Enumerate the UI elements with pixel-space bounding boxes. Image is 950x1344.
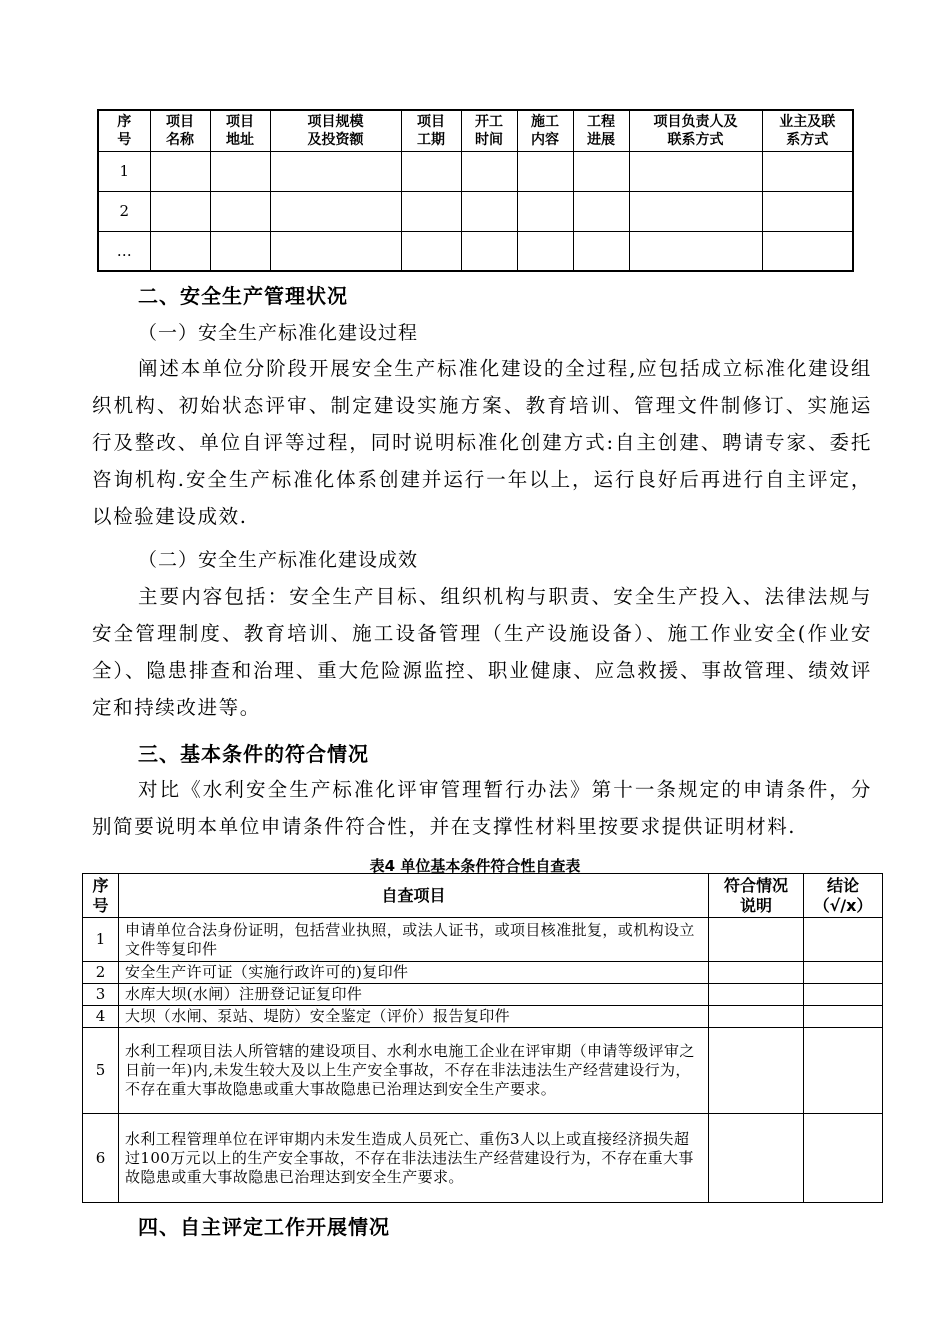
row-number: 2	[98, 191, 150, 231]
row-result	[804, 1114, 883, 1203]
row-number: 1	[83, 918, 119, 962]
row-item: 水利工程项目法人所管辖的建设项目、水利水电施工企业在评审期（申请等级评审之日前一年)内,未发生较大及以上生产安全事故，不存在非法违法生产经营建设行为，不存在重大事故隐患或重大事故隐患已治理达到安全生产要求。	[119, 1028, 709, 1114]
row-item: 申请单位合法身份证明，包括营业执照，或法人证书，或项目核准批复，或机构设立文件等复印件	[119, 918, 709, 962]
row-number: 4	[83, 1006, 119, 1028]
row-desc	[709, 1114, 804, 1203]
header-cell: 施工 内容	[517, 110, 573, 151]
section2-paragraph-1: 阐述本单位分阶段开展安全生产标准化建设的全过程,应包括成立标准化建设组织机构、初始状态评审、制定建设实施方案、教育培训、管理文件制修订、实施运行及整改、单位自评等过程，同时说明标准化创建方式:自主创建、聘请专家、委托咨询机构.安全生产标准化体系创建并运行一年以上，运行良好后再进行自主评定，以检验建设成效.	[92, 357, 872, 528]
header-item: 自查项目	[119, 874, 709, 918]
row-desc	[709, 984, 804, 1006]
row-number: 3	[83, 984, 119, 1006]
table-row	[98, 151, 853, 191]
table-row	[83, 1114, 883, 1203]
row-item: 安全生产许可证（实施行政许可的)复印件	[119, 962, 709, 984]
table4-caption: 表4 单位基本条件符合性自查表	[369, 857, 581, 875]
project-list-table	[97, 109, 854, 272]
section3-paragraph: 对比《水利安全生产标准化评审管理暂行办法》第十一条规定的申请条件，分别简要说明本单位申请条件符合性，并在支撑性材料里按要求提供证明材料.	[92, 778, 872, 838]
table-row	[83, 1028, 883, 1114]
table-header-row	[98, 110, 853, 151]
table-row	[83, 1006, 883, 1028]
header-cell: 项目 名称	[150, 110, 210, 151]
row-item: 水利工程管理单位在评审期内未发生造成人员死亡、重伤3人以上或直接经济损失超过100万元以上的生产安全事故，不存在非法违法生产经营建设行为，不存在重大事故隐患或重大事故隐患已治理达到安全生产要求。	[119, 1114, 709, 1203]
row-result	[804, 1006, 883, 1028]
row-desc	[709, 962, 804, 984]
row-result	[804, 1028, 883, 1114]
header-cell: 项目规模 及投资额	[270, 110, 401, 151]
row-item: 水库大坝(水闸）注册登记证复印件	[119, 984, 709, 1006]
section2-subheading-2: （二）安全生产标准化建设成效	[138, 549, 419, 571]
section3-heading: 三、基本条件的符合情况	[138, 742, 369, 766]
header-cell: 开工 时间	[461, 110, 517, 151]
header-desc: 符合情况 说明	[709, 874, 804, 918]
row-result	[804, 984, 883, 1006]
row-number: …	[98, 231, 150, 271]
section2-subheading-1: （一）安全生产标准化建设过程	[138, 322, 419, 344]
row-desc	[709, 1028, 804, 1114]
section2-paragraph-2: 主要内容包括：安全生产目标、组织机构与职责、安全生产投入、法律法规与安全管理制度、教育培训、施工设备管理（生产设施设备）、施工作业安全(作业安全）、隐患排查和治理、重大危险源监控、职业健康、应急救援、事故管理、绩效评定和持续改进等。	[92, 585, 872, 719]
table-header-row	[83, 874, 883, 918]
row-result	[804, 962, 883, 984]
row-number: 5	[83, 1028, 119, 1114]
header-cell: 业主及联 系方式	[762, 110, 853, 151]
table-row	[98, 191, 853, 231]
section4-heading: 四、自主评定工作开展情况	[138, 1215, 390, 1239]
table-row	[98, 231, 853, 271]
header-cell: 项目 工期	[401, 110, 461, 151]
header-cell: 项目 地址	[210, 110, 270, 151]
row-number: 2	[83, 962, 119, 984]
table-row	[83, 984, 883, 1006]
table-row	[83, 918, 883, 962]
header-no: 序 号	[83, 874, 119, 918]
row-item: 大坝（水闸、泵站、堤防）安全鉴定（评价）报告复印件	[119, 1006, 709, 1028]
table-row	[83, 962, 883, 984]
header-result: 结论 （√/x）	[804, 874, 883, 918]
header-cell: 工程 进展	[573, 110, 629, 151]
row-desc	[709, 1006, 804, 1028]
row-desc	[709, 918, 804, 962]
section2-heading: 二、安全生产管理状况	[138, 284, 348, 308]
self-check-table	[82, 873, 883, 1203]
row-result	[804, 918, 883, 962]
row-number: 6	[83, 1114, 119, 1203]
row-number: 1	[98, 151, 150, 191]
header-cell: 项目负责人及 联系方式	[629, 110, 762, 151]
header-cell: 序 号	[98, 110, 150, 151]
